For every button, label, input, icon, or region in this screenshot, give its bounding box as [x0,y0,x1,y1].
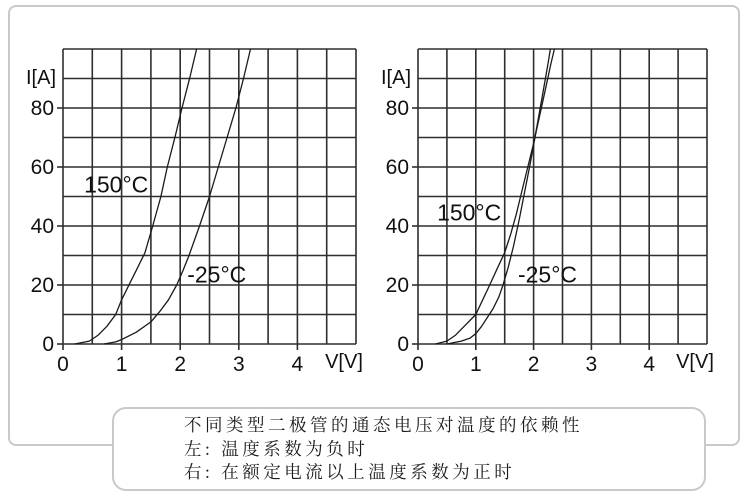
y-tick-label: 20 [385,274,409,297]
temperature-label: -25°C [187,261,247,288]
x-tick-label: 3 [585,353,598,376]
y-tick-label: 0 [397,333,409,356]
temperature-label: 150°C [437,199,502,226]
x-tick-label: 4 [643,353,656,376]
y-tick-label: 80 [30,97,54,120]
y-axis-label: I[A] [380,67,411,89]
y-tick-label: 60 [385,156,409,179]
x-tick-label: 4 [291,353,304,376]
y-axis-label: I[A] [25,67,56,89]
y-tick-label: 0 [42,333,54,356]
x-tick-label: 0 [57,353,69,376]
x-axis-label: V[V] [676,351,714,373]
y-tick-label: 20 [30,274,54,297]
caption-left-note: 左: 温度系数为负时 [184,438,369,459]
x-tick-label: 1 [469,353,482,376]
x-tick-label: 2 [527,353,540,376]
y-tick-label: 60 [30,156,54,179]
temperature-label: -25°C [517,261,578,288]
y-tick-label: 80 [385,97,409,120]
x-tick-label: 0 [412,353,424,376]
x-tick-label: 1 [115,353,128,376]
caption-title: 不同类型二极管的通态电压对温度的依赖性 [184,415,583,435]
x-tick-label: 2 [174,353,187,376]
x-axis-label: V[V] [325,351,363,373]
x-tick-label: 3 [232,353,245,376]
temperature-label: 150°C [84,171,149,198]
caption-box [112,407,706,491]
y-tick-label: 40 [385,215,409,238]
y-tick-label: 40 [30,215,54,238]
caption-right-note: 右: 在额定电流以上温度系数为正时 [184,462,516,482]
